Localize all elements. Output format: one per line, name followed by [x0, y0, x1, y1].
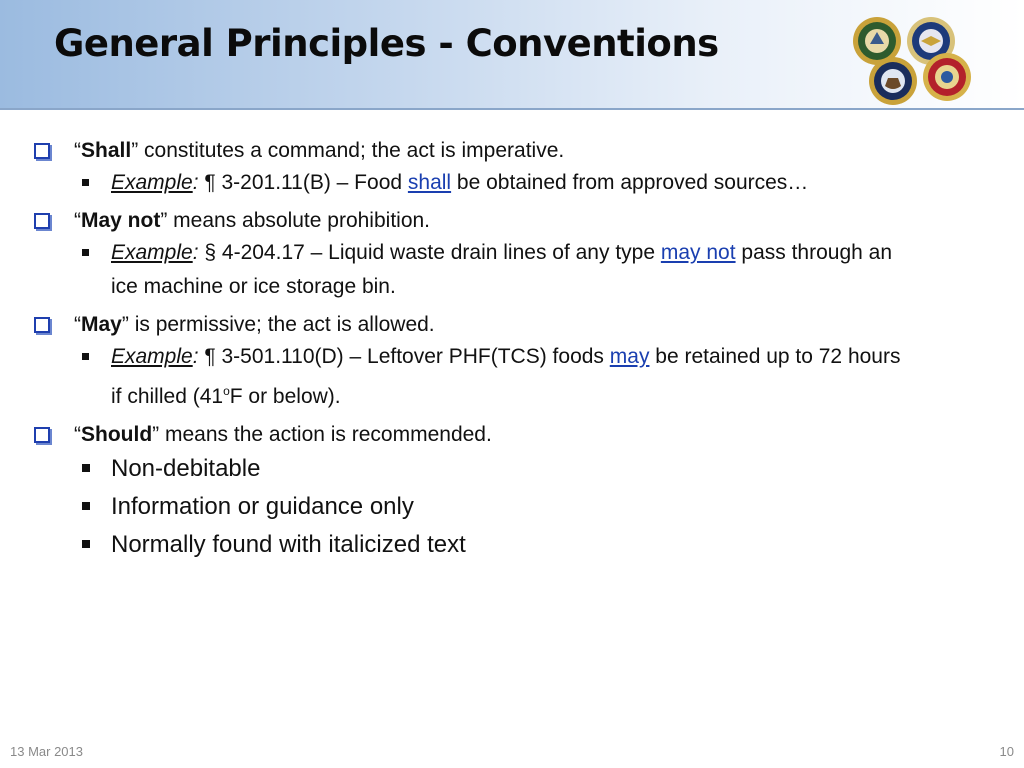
keyword-link: shall: [407, 171, 452, 194]
checkbox-bullet-icon: [34, 427, 50, 443]
term-shall: Shall: [81, 139, 132, 162]
square-bullet-icon: [82, 353, 89, 360]
bullet-may: “May” is permissive; the act is allowed.: [28, 310, 998, 340]
checkbox-bullet-icon: [34, 143, 50, 159]
example-may: Example: ¶ 3-501.110(D) – Leftover PHF(TCS) foods may be retained up to 72 hours if chilled (41$^o$F or below).: [28, 340, 998, 414]
slide-title: General Principles - Conventions: [54, 22, 719, 65]
square-bullet-icon: [82, 540, 90, 548]
checkbox-bullet-icon: [34, 213, 50, 229]
marine-corps-seal-icon: [922, 52, 972, 102]
square-bullet-icon: [82, 179, 89, 186]
term-may: May: [81, 313, 122, 336]
square-bullet-icon: [82, 502, 90, 510]
slide-body: [28, 136, 998, 564]
bullet-shall: “Shall” constitutes a command; the act is imperative.: [28, 136, 998, 166]
example-label: Example: [111, 171, 193, 194]
term-should: Should: [81, 423, 153, 446]
title-bar: [0, 0, 1024, 110]
square-bullet-icon: [82, 464, 90, 472]
sub-bullet: Information or guidance only: [28, 488, 998, 526]
keyword-link: may: [609, 345, 650, 368]
example-shall: Example: ¶ 3-201.11(B) – Food shall be obtained from approved sources…: [28, 166, 998, 200]
term-may-not: May not: [81, 209, 161, 232]
example-may-not: Example: § 4-204.17 – Liquid waste drain lines of any type may not pass through an ice machine or ice storage bin.: [28, 236, 998, 304]
definition-text: means the action is recommended.: [159, 423, 492, 446]
example-label: Example: [111, 345, 193, 368]
bullet-should: “Should” means the action is recommended.: [28, 420, 998, 450]
definition-text: constitutes a command; the act is imperative.: [138, 139, 565, 162]
navy-seal-icon: [868, 56, 918, 106]
keyword-link: may not: [660, 241, 736, 264]
sub-bullet: Normally found with italicized text: [28, 526, 998, 564]
sub-bullet: Non-debitable: [28, 450, 998, 488]
bullet-may-not: “May not” means absolute prohibition.: [28, 206, 998, 236]
square-bullet-icon: [82, 249, 89, 256]
service-seals: [848, 12, 978, 106]
definition-text: is permissive; the act is allowed.: [128, 313, 435, 336]
footer-date: 13 Mar 2013: [10, 744, 83, 759]
definition-text: means absolute prohibition.: [167, 209, 431, 232]
checkbox-bullet-icon: [34, 317, 50, 333]
page-number: 10: [999, 744, 1014, 759]
example-label: Example: [111, 241, 193, 264]
